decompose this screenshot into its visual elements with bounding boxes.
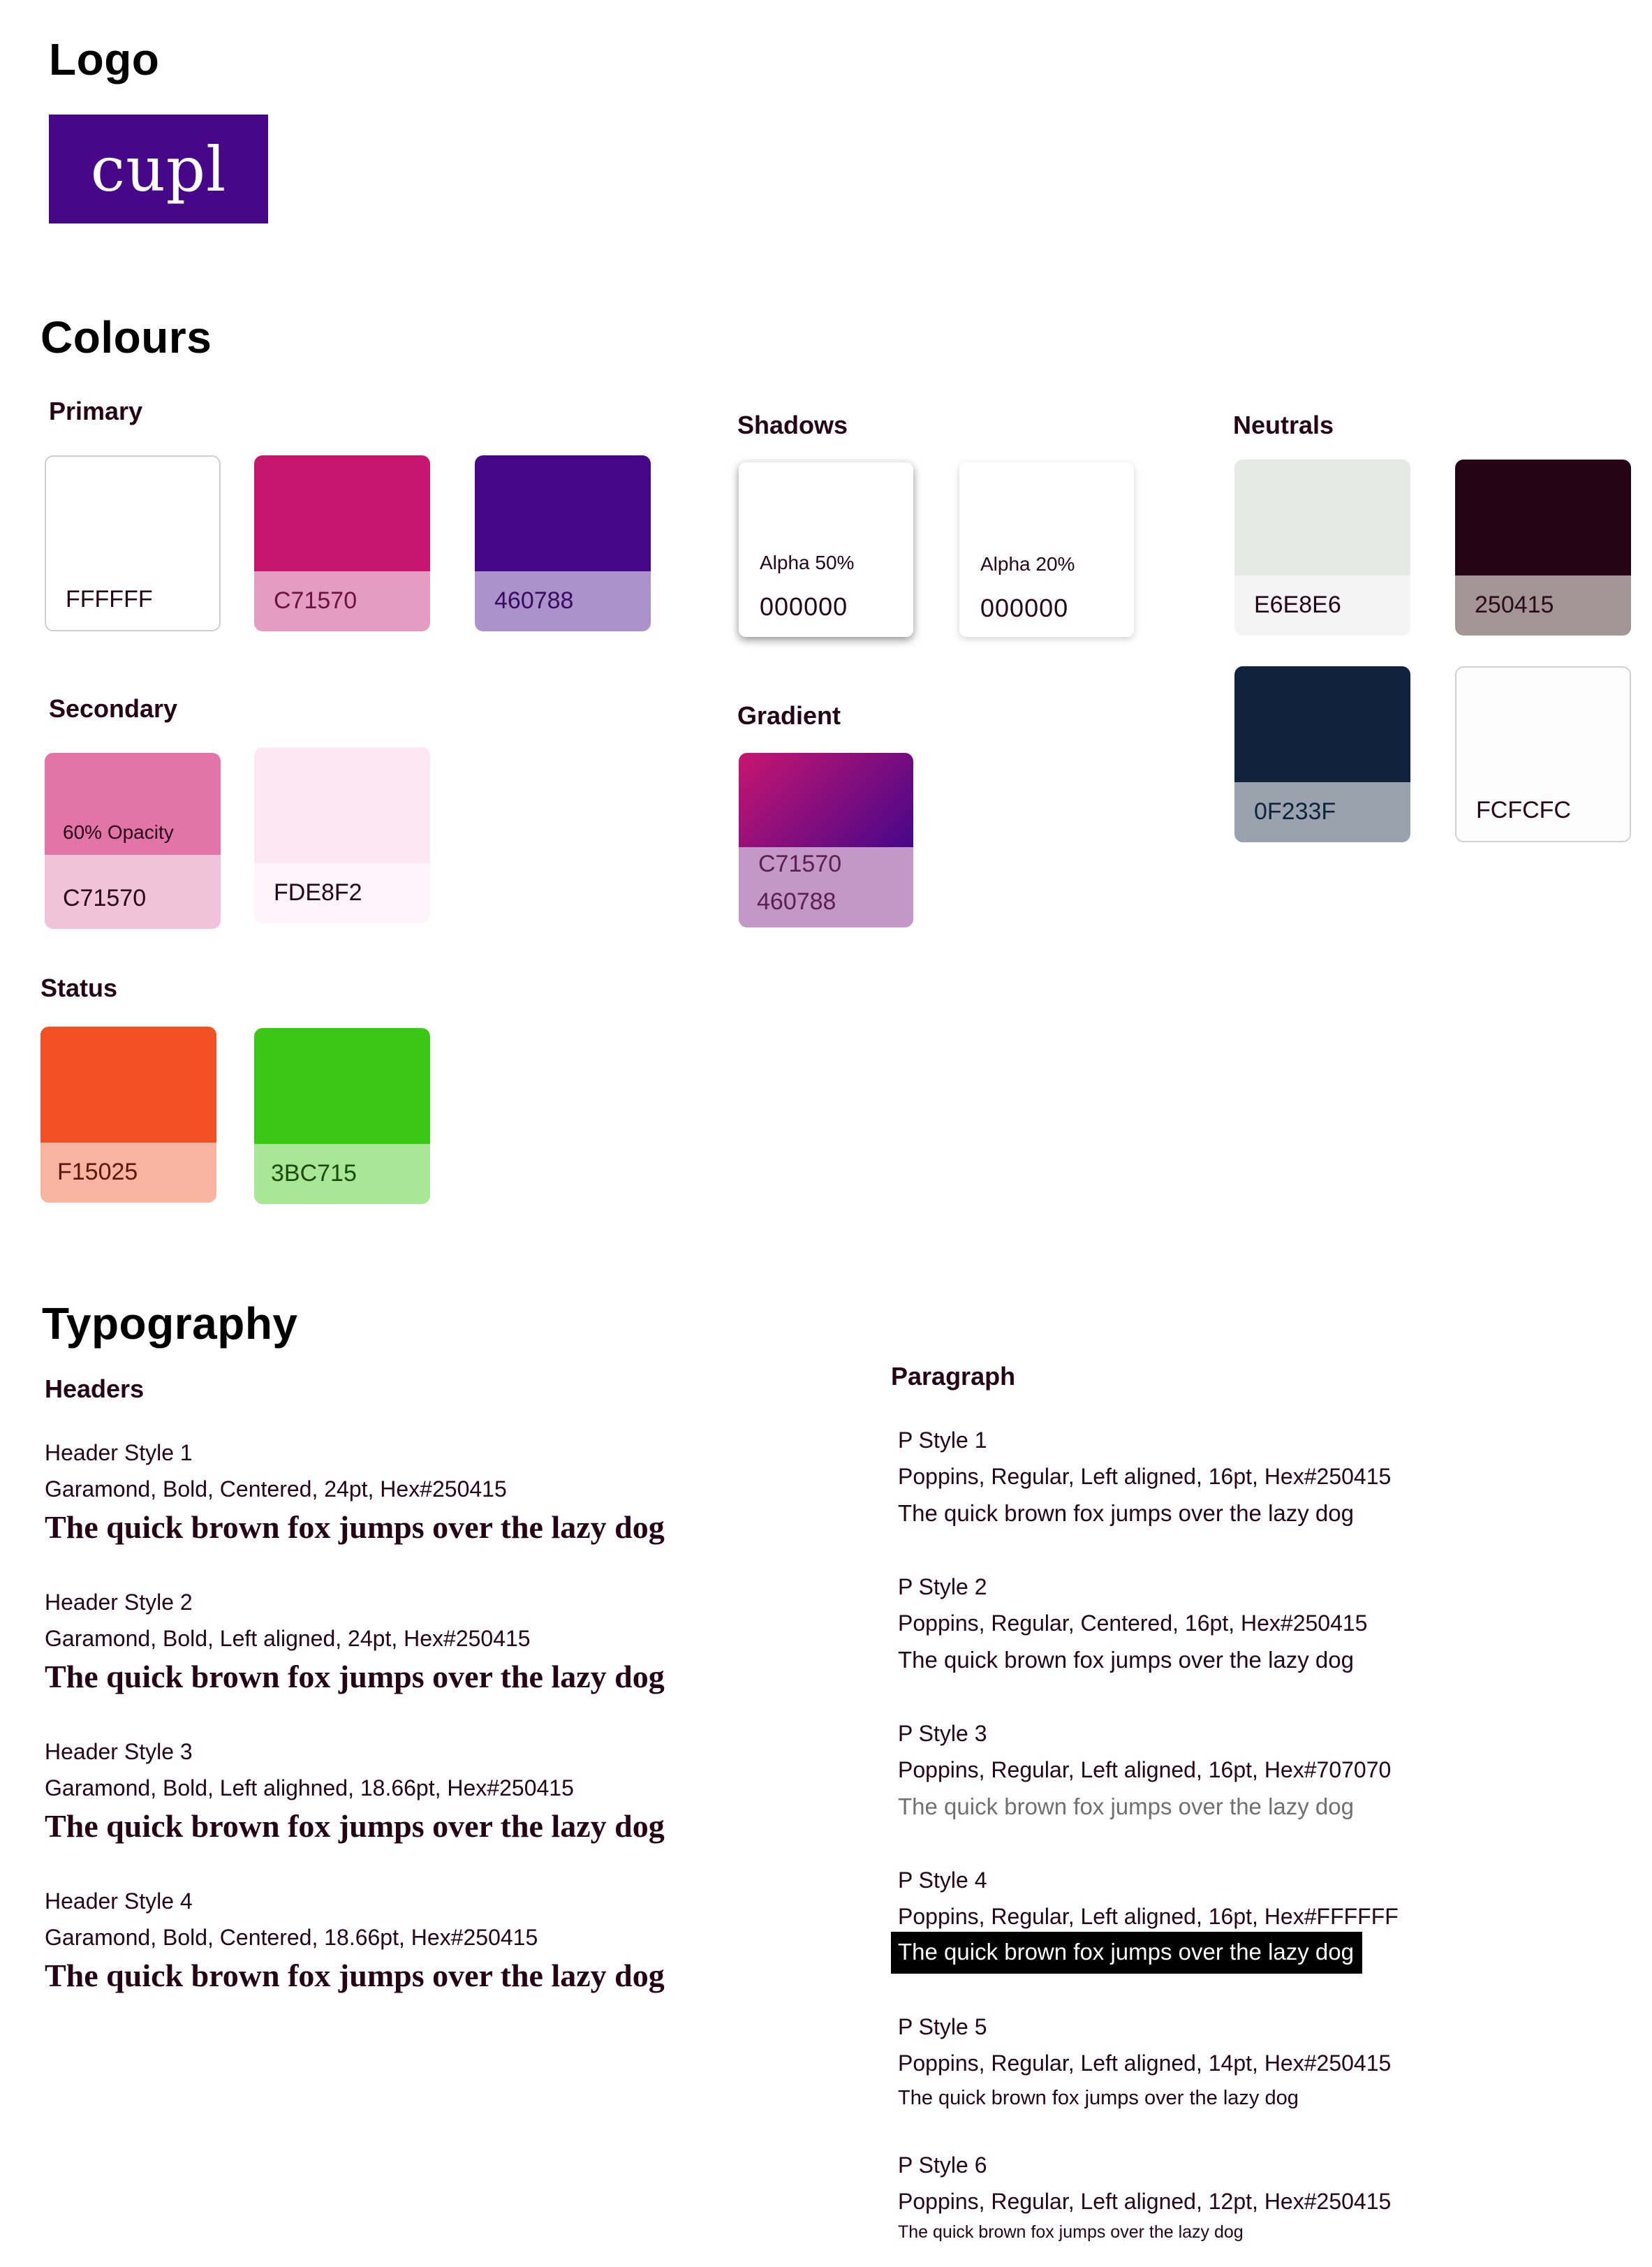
p-style-spec: Poppins, Regular, Centered, 16pt, Hex#250415 bbox=[898, 1611, 1368, 1636]
shadow-card-alpha-50 bbox=[739, 462, 913, 637]
header-style-spec: Garamond, Bold, Centered, 18.66pt, Hex#250415 bbox=[45, 1925, 538, 1950]
header-style-spec: Garamond, Bold, Left aligned, 24pt, Hex#250415 bbox=[45, 1626, 531, 1651]
header-style-sample: The quick brown fox jumps over the lazy dog bbox=[45, 1958, 665, 1993]
p-style-spec: Poppins, Regular, Left aligned, 12pt, Hex#250415 bbox=[898, 2189, 1392, 2214]
p-style-name: P Style 6 bbox=[898, 2152, 987, 2178]
shadows-heading: Shadows bbox=[737, 411, 848, 439]
swatch-gradient bbox=[739, 753, 913, 927]
logo bbox=[49, 115, 268, 223]
p-style-name: P Style 1 bbox=[898, 1428, 987, 1453]
swatch-3bc715 bbox=[254, 1028, 430, 1204]
swatch-0f233f bbox=[1234, 666, 1410, 842]
status-heading: Status bbox=[40, 974, 118, 1002]
colours-heading: Colours bbox=[40, 312, 212, 362]
p-style-sample: The quick brown fox jumps over the lazy dog bbox=[898, 2222, 1244, 2242]
header-style-name: Header Style 2 bbox=[45, 1590, 193, 1615]
swatch-fcfcfc bbox=[1455, 666, 1631, 842]
p-style-sample: The quick brown fox jumps over the lazy dog bbox=[898, 1647, 1354, 1673]
p-style-sample: The quick brown fox jumps over the lazy dog bbox=[898, 1500, 1354, 1526]
swatch-c71570-60 bbox=[45, 753, 221, 929]
p-style-name: P Style 2 bbox=[898, 1574, 987, 1599]
shadow-hex-label: 000000 bbox=[760, 592, 848, 621]
primary-heading: Primary bbox=[49, 397, 143, 425]
swatch-label: E6E8E6 bbox=[1254, 592, 1341, 618]
logo-heading: Logo bbox=[49, 34, 160, 85]
swatch-fde8f2 bbox=[254, 747, 430, 923]
p-style-spec: Poppins, Regular, Left aligned, 16pt, Hex#250415 bbox=[898, 1464, 1392, 1489]
p-style-name: P Style 5 bbox=[898, 2014, 987, 2039]
opacity-note: 60% Opacity bbox=[63, 821, 174, 843]
gradient-hex-1: C71570 bbox=[758, 851, 842, 877]
p-style-spec: Poppins, Regular, Left aligned, 16pt, Hex#707070 bbox=[898, 1757, 1392, 1782]
p-style-spec: Poppins, Regular, Left aligned, 16pt, Hex#FFFFFF bbox=[898, 1904, 1399, 1929]
header-style-spec: Garamond, Bold, Centered, 24pt, Hex#250415 bbox=[45, 1476, 507, 1502]
header-style-sample: The quick brown fox jumps over the lazy dog bbox=[45, 1808, 665, 1844]
header-style-name: Header Style 3 bbox=[45, 1739, 193, 1764]
header-style-sample: The quick brown fox jumps over the lazy dog bbox=[45, 1659, 665, 1694]
swatch-label: FCFCFC bbox=[1476, 797, 1571, 823]
p-style-spec: Poppins, Regular, Left aligned, 14pt, Hex#250415 bbox=[898, 2050, 1392, 2076]
headers-heading: Headers bbox=[45, 1374, 145, 1403]
swatch-label: C71570 bbox=[274, 587, 357, 614]
shadow-hex-label: 000000 bbox=[980, 594, 1069, 622]
p-style-sample: The quick brown fox jumps over the lazy dog bbox=[898, 2087, 1299, 2109]
swatch-e6e8e6 bbox=[1234, 460, 1410, 636]
paragraph-heading: Paragraph bbox=[891, 1362, 1016, 1391]
shadow-alpha-label: Alpha 20% bbox=[980, 553, 1075, 575]
header-style-name: Header Style 4 bbox=[45, 1888, 193, 1914]
p-style-sample: The quick brown fox jumps over the lazy dog bbox=[898, 1793, 1354, 1819]
p-style-name: P Style 3 bbox=[898, 1721, 987, 1746]
swatch-label: 250415 bbox=[1475, 592, 1554, 618]
p-style-sample: The quick brown fox jumps over the lazy dog bbox=[891, 1932, 1362, 1974]
swatch-label: FFFFFF bbox=[66, 586, 153, 612]
typography-heading: Typography bbox=[42, 1298, 298, 1349]
swatch-label: FDE8F2 bbox=[274, 879, 362, 906]
swatch-label: F15025 bbox=[57, 1159, 138, 1185]
swatch-c71570 bbox=[254, 455, 430, 631]
shadow-card-alpha-20 bbox=[959, 462, 1134, 637]
shadow-alpha-label: Alpha 50% bbox=[760, 552, 855, 573]
gradient-hex-2: 460788 bbox=[757, 888, 836, 915]
secondary-heading: Secondary bbox=[49, 694, 178, 723]
logo-text: cupl bbox=[90, 133, 227, 205]
swatch-label: 0F233F bbox=[1254, 798, 1336, 825]
gradient-heading: Gradient bbox=[737, 701, 841, 730]
swatch-ffffff bbox=[45, 455, 221, 631]
header-style-name: Header Style 1 bbox=[45, 1440, 193, 1465]
swatch-250415 bbox=[1455, 460, 1631, 636]
header-style-spec: Garamond, Bold, Left alighned, 18.66pt, Hex#250415 bbox=[45, 1775, 574, 1800]
swatch-label: C71570 bbox=[63, 885, 147, 911]
swatch-460788 bbox=[475, 455, 651, 631]
swatch-f15025 bbox=[40, 1027, 216, 1203]
swatch-label: 460788 bbox=[494, 587, 574, 614]
swatch-label: 3BC715 bbox=[271, 1160, 357, 1187]
header-style-sample: The quick brown fox jumps over the lazy dog bbox=[45, 1509, 665, 1545]
p-style-name: P Style 4 bbox=[898, 1868, 987, 1893]
neutrals-heading: Neutrals bbox=[1233, 411, 1334, 439]
